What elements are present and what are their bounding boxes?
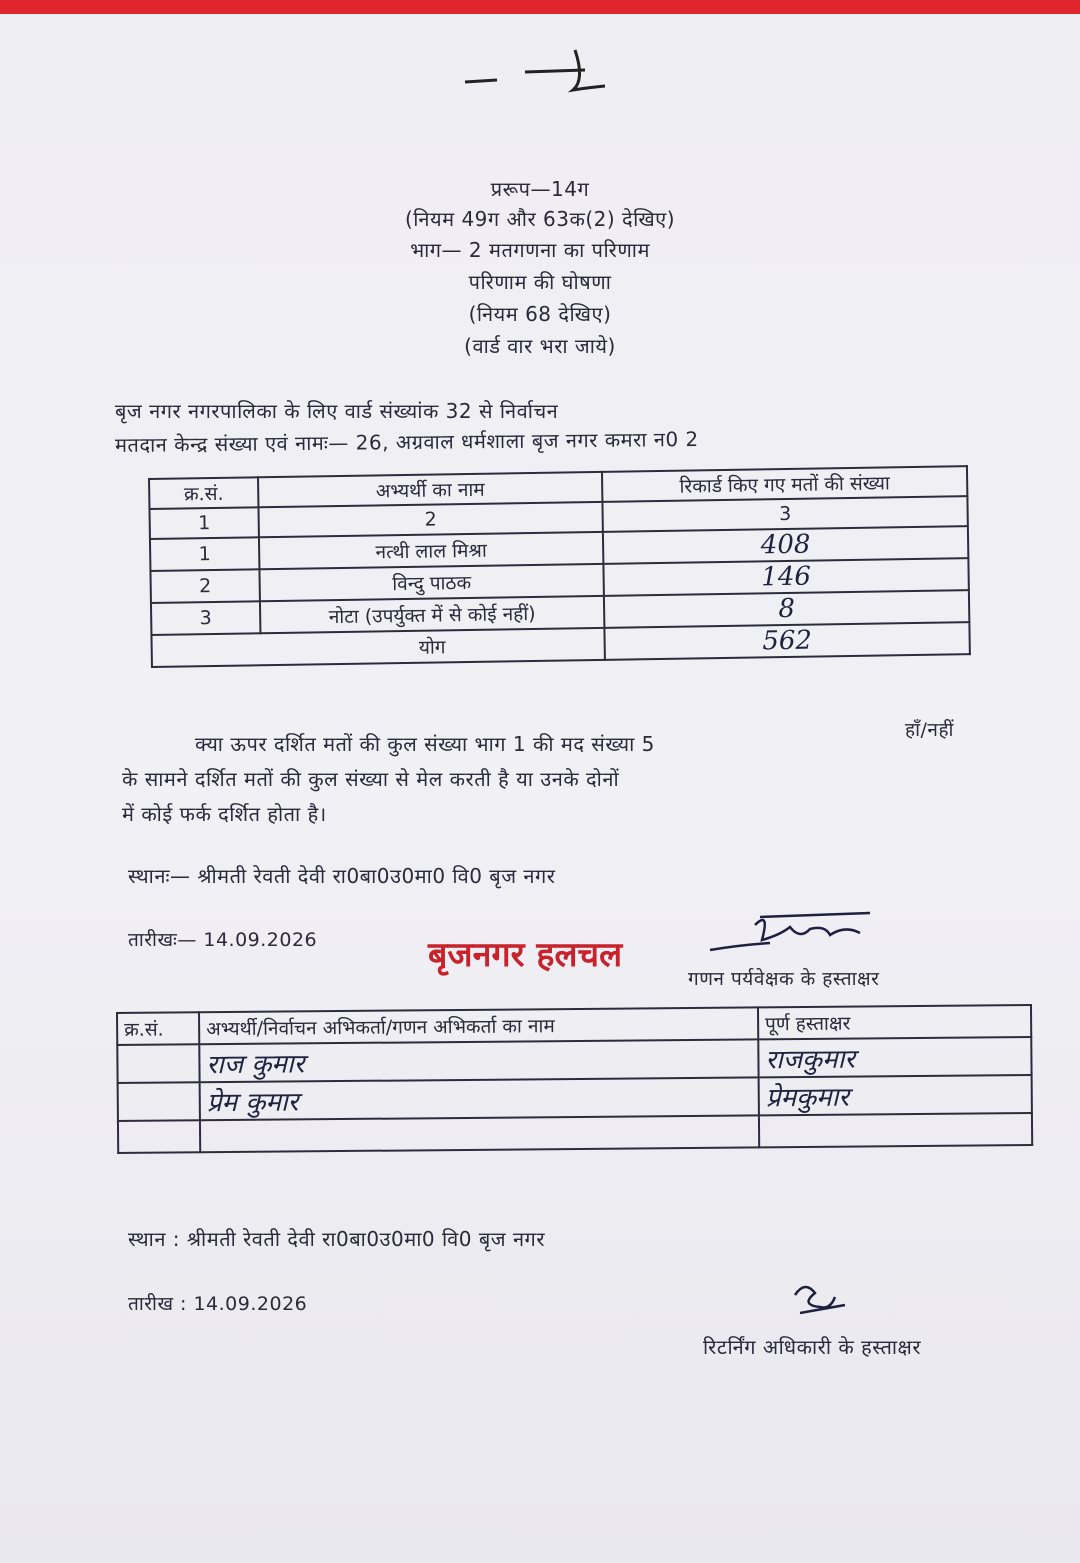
cell-total-label: योग [260, 628, 604, 665]
cell-votes: 8 [604, 590, 969, 628]
returning-officer-signature [780, 1275, 860, 1325]
cell-sno: 1 [150, 537, 259, 571]
rule-reference-1: (नियम 49ग और 63क(2) देखिए) [404, 207, 676, 231]
cell-sno: 2 [150, 569, 259, 603]
cell-sno [117, 1044, 199, 1083]
question-line-3: में कोई फर्क दर्शित होता है। [122, 802, 327, 826]
cell-colnum: 1 [149, 507, 258, 539]
form-number: प्ररूप—14ग [490, 177, 590, 201]
table-row [118, 1113, 1032, 1153]
cell-colnum: 2 [258, 502, 602, 537]
cell-colnum: 3 [602, 496, 967, 532]
date-line-2: तारीख : 14.09.2026 [128, 1293, 308, 1315]
handwritten-page-mark [455, 40, 625, 100]
col-header-votes: रिकार्ड किए गए मतों की संख्या [602, 466, 967, 502]
cell-empty [151, 633, 260, 667]
cell-agent-name: प्रेम कुमार [200, 1077, 759, 1120]
cell-votes: 146 [603, 558, 968, 596]
place-line-1: स्थानः— श्रीमती रेवती देवी रा0बा0उ0मा0 वि0 बृज नगर [128, 864, 556, 888]
rule-reference-2: (नियम 68 देखिए) [468, 302, 612, 326]
col-header-sno: क्र.सं. [117, 1012, 199, 1045]
date-line-1: तारीखः— 14.09.2026 [128, 929, 318, 951]
cell-signature [759, 1113, 1032, 1147]
supervisor-signature [700, 905, 880, 965]
col-header-candidate: अभ्यर्थी का नाम [258, 472, 602, 507]
ward-note: (वार्ड वार भरा जाये) [464, 334, 616, 358]
agents-table [116, 1004, 1033, 1154]
cell-candidate: विन्दु पाठक [259, 564, 603, 601]
returning-officer-label: रिटर्निंग अधिकारी के हस्ताक्षर [703, 1335, 922, 1359]
supervisor-signature-label: गणन पर्यवेक्षक के हस्ताक्षर [688, 968, 880, 990]
question-line-2: के सामने दर्शित मतों की कुल संख्या से मेल करती है या उनके दोनों [122, 767, 620, 791]
cell-sno [118, 1120, 200, 1153]
polling-centre-line: मतदान केन्द्र संख्या एवं नामः— 26, अग्रवाल धर्मशाला बृज नगर कमरा न0 2 [114, 426, 699, 458]
bijnagar-halchal-stamp: बृजनगर हलचल [428, 935, 623, 975]
cell-sno: 3 [151, 601, 260, 635]
part-title: भाग— 2 मतगणना का परिणाम [410, 238, 650, 262]
cell-signature: राजकुमार [758, 1037, 1031, 1077]
col-header-signature: पूर्ण हस्ताक्षर [758, 1005, 1031, 1039]
cell-total: 562 [604, 622, 969, 660]
cell-signature: प्रेमकुमार [759, 1075, 1032, 1115]
yes-no-option: हाँ/नहीं [905, 719, 954, 741]
cell-agent-name: राज कुमार [199, 1039, 758, 1082]
declaration-title: परिणाम की घोषणा [468, 270, 612, 294]
cell-agent-name [200, 1115, 759, 1152]
election-line: बृज नगर नगरपालिका के लिए वार्ड संख्यांक 32 से निर्वाचन [115, 399, 559, 423]
cell-votes: 408 [603, 526, 968, 564]
results-table [148, 465, 971, 668]
cell-sno [118, 1082, 200, 1121]
cell-candidate: नत्थी लाल मिश्रा [259, 532, 603, 569]
col-header-sno: क्र.सं. [149, 477, 258, 509]
place-line-2: स्थान : श्रीमती रेवती देवी रा0बा0उ0मा0 वि0 बृज नगर [128, 1227, 546, 1251]
cell-candidate: नोटा (उपर्युक्त में से कोई नहीं) [260, 596, 604, 633]
col-header-agent-name: अभ्यर्थी/निर्वाचन अभिकर्ता/गणन अभिकर्ता का नाम [199, 1007, 758, 1044]
question-line-1: क्या ऊपर दर्शित मतों की कुल संख्या भाग 1 की मद संख्या 5 [195, 732, 655, 756]
